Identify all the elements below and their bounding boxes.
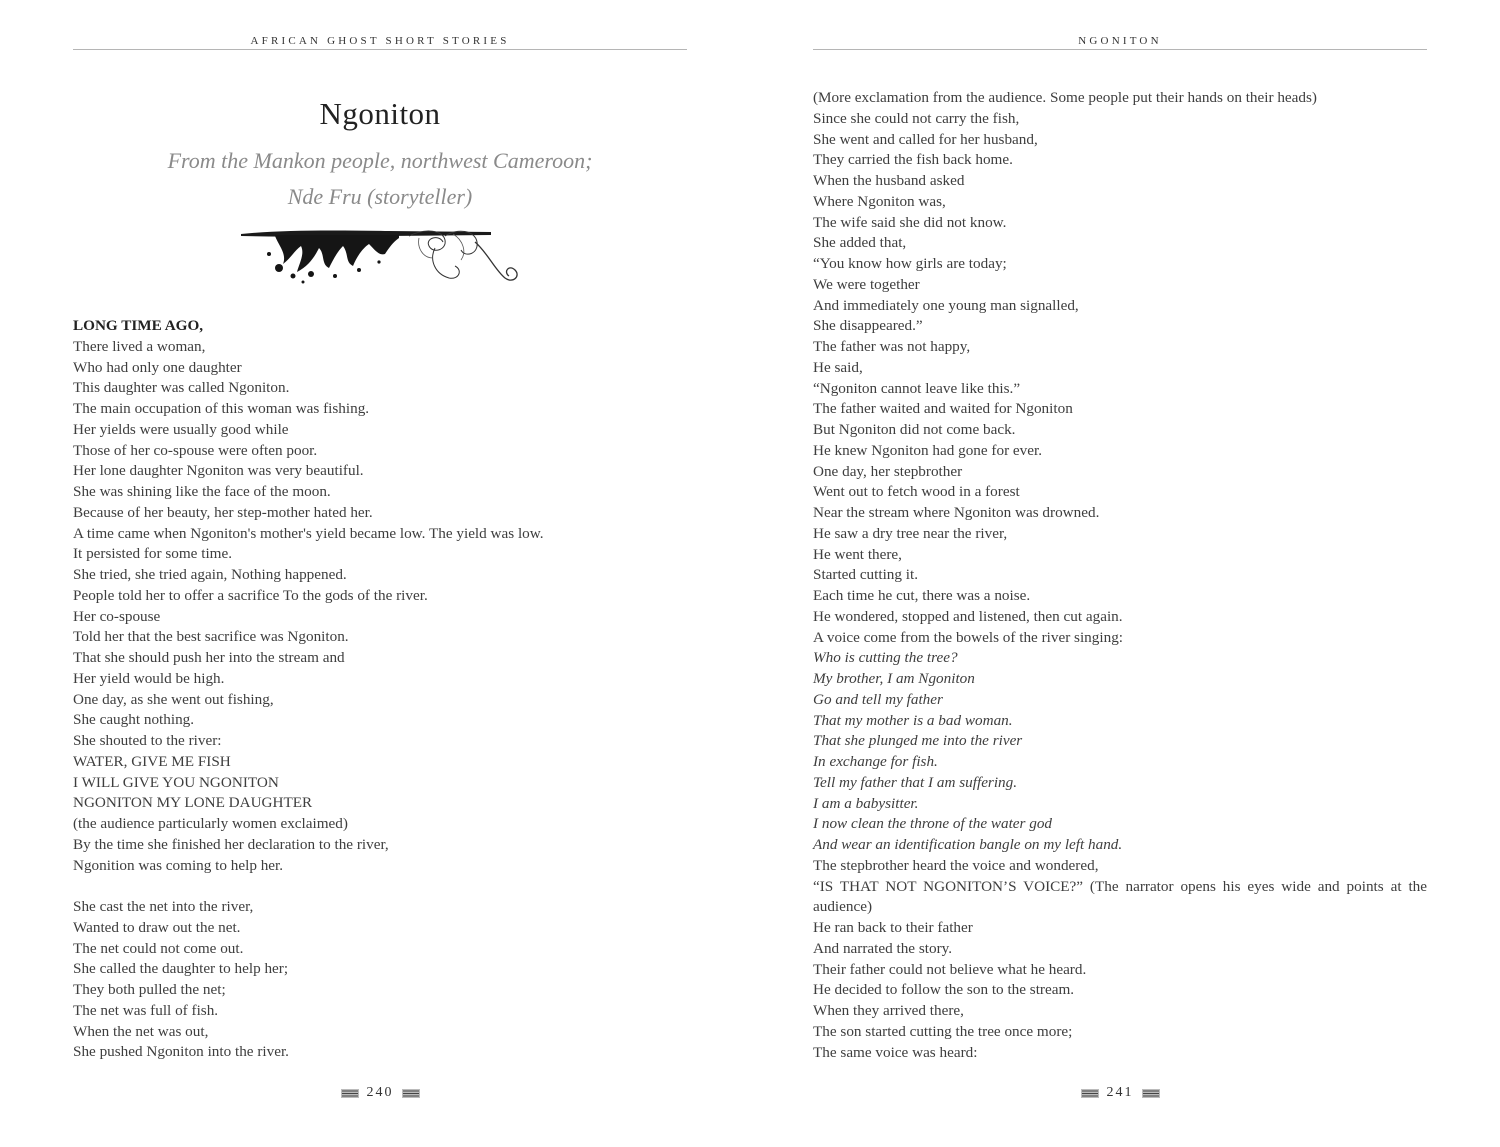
text-line: Who had only one daughter xyxy=(73,358,242,376)
text-line: The son started cutting the tree once more; xyxy=(813,1022,1073,1040)
text-line: Her yield would be high. xyxy=(73,669,225,687)
text-line: Her lone daughter Ngoniton was very beautiful. xyxy=(73,462,364,480)
text-line: She pushed Ngoniton into the river. xyxy=(73,1043,289,1061)
ink-splash-flourish-ornament-icon xyxy=(239,224,529,290)
page-footer xyxy=(73,1085,687,1101)
text-line: She tried, she tried again, Nothing happened. xyxy=(73,566,347,583)
text-line: She cast the net into the river, xyxy=(73,898,254,915)
text-line: (the audience particularly women exclaimed) xyxy=(73,815,348,832)
text-line: One day, as she went out fishing, xyxy=(73,690,274,708)
text-line: “You know how girls are today; xyxy=(813,255,1007,272)
page-footer xyxy=(813,1085,1427,1101)
song-line: My brother, I am Ngoniton xyxy=(813,670,975,687)
left-footer-ornament-icon xyxy=(341,1089,359,1098)
text-line: People told her to offer a sacrifice To the gods of the river. xyxy=(73,586,428,604)
story-subtitle-line-1: From the Mankon people, northwest Cameroon; xyxy=(167,148,593,173)
text-line: LONG TIME AGO, xyxy=(73,317,204,334)
running-head: AFRICAN GHOST SHORT STORIES xyxy=(250,35,510,47)
header-rule xyxy=(813,49,1427,50)
text-line: Ngonition was coming to help her. xyxy=(73,856,284,874)
text-line: The father was not happy, xyxy=(813,338,971,355)
text-line: The stepbrother heard the voice and wondered, xyxy=(813,856,1099,874)
text-line: A voice come from the bowels of the river singing: xyxy=(813,628,1124,646)
story-title: Ngoniton xyxy=(319,96,441,131)
right-footer-ornament-icon xyxy=(1142,1089,1160,1098)
text-line: We were together xyxy=(813,275,920,293)
text-line: This daughter was called Ngoniton. xyxy=(73,379,290,397)
text-line: By the time she finished her declaration to the river, xyxy=(73,835,389,853)
left-footer-ornament-icon xyxy=(1081,1089,1099,1098)
text-line: The wife said she did not know. xyxy=(813,213,1007,231)
text-line: She caught nothing. xyxy=(73,711,195,729)
text-line: She disappeared.” xyxy=(813,317,923,335)
text-line: When the net was out, xyxy=(73,1022,209,1040)
text-line: She went and called for her husband, xyxy=(813,130,1038,148)
text-line: WATER, GIVE ME FISH xyxy=(73,752,231,770)
text-line: When they arrived there, xyxy=(813,1002,964,1019)
text-line: But Ngoniton did not come back. xyxy=(813,421,1016,438)
page-number: 241 xyxy=(1106,1085,1134,1100)
text-line: They both pulled the net; xyxy=(73,981,226,998)
text-line: Wanted to draw out the net. xyxy=(73,918,241,936)
text-line: That she should push her into the stream and xyxy=(73,649,345,666)
song-line: Tell my father that I am suffering. xyxy=(813,773,1018,791)
song-line: Go and tell my father xyxy=(813,690,943,708)
text-line: (More exclamation from the audience. Some people put their hands on their heads) xyxy=(813,89,1317,106)
text-line: He saw a dry tree near the river, xyxy=(813,524,1008,542)
text-line: The main occupation of this woman was fishing. xyxy=(73,400,370,417)
song-line: That she plunged me into the river xyxy=(813,732,1023,750)
text-line: Because of her beauty, her step-mother hated her. xyxy=(73,503,373,521)
song-line: That my mother is a bad woman. xyxy=(813,711,1013,729)
text-line: NGONITON MY LONE DAUGHTER xyxy=(73,794,313,812)
story-text xyxy=(73,316,687,1063)
text-line: The net could not come out. xyxy=(73,939,244,957)
text-line: There lived a woman, xyxy=(73,337,206,355)
text-line: He knew Ngoniton had gone for ever. xyxy=(813,441,1043,459)
text-line: He said, xyxy=(813,358,863,376)
text-line: I WILL GIVE YOU NGONITON xyxy=(73,773,279,791)
text-line: And narrated the story. xyxy=(813,939,953,957)
text-line: Each time he cut, there was a noise. xyxy=(813,587,1031,604)
text-line: One day, her stepbrother xyxy=(813,462,963,480)
right-page xyxy=(813,0,1427,1147)
text-line: The same voice was heard: xyxy=(813,1043,978,1061)
text-line: The father waited and waited for Ngoniton xyxy=(813,400,1073,418)
stanza-break xyxy=(73,876,687,897)
text-line: Started cutting it. xyxy=(813,566,919,584)
text-line: She shouted to the river: xyxy=(73,732,222,749)
text-line: When the husband asked xyxy=(813,172,965,189)
text-line: He went there, xyxy=(813,545,902,563)
text-line: Their father could not believe what he heard. xyxy=(813,960,1087,978)
text-line: She was shining like the face of the moon. xyxy=(73,483,331,500)
running-head: NGONITON xyxy=(1078,35,1162,47)
song-line: And wear an identification bangle on my left hand. xyxy=(813,836,1123,853)
text-line: It persisted for some time. xyxy=(73,545,233,563)
text-line: She added that, xyxy=(813,234,907,252)
text-line: Went out to fetch wood in a forest xyxy=(813,483,1020,501)
story-subtitle-line-2: Nde Fru (storyteller) xyxy=(287,184,473,209)
left-page xyxy=(73,0,687,1147)
text-line: Her co-spouse xyxy=(73,607,161,625)
song-line: Who is cutting the tree? xyxy=(813,649,958,667)
story-text xyxy=(813,88,1427,1063)
right-footer-ornament-icon xyxy=(402,1089,420,1098)
text-line: The net was full of fish. xyxy=(73,1001,219,1019)
text-line: He decided to follow the son to the stream. xyxy=(813,981,1075,999)
text-line: A time came when Ngoniton's mother's yield became low. The yield was low. xyxy=(73,524,544,542)
text-line: They carried the fish back home. xyxy=(813,151,1013,169)
text-line: He wondered, stopped and listened, then cut again. xyxy=(813,607,1123,625)
header-rule xyxy=(73,49,687,50)
text-line: Told her that the best sacrifice was Ngoniton. xyxy=(73,628,349,646)
text-line: Where Ngoniton was, xyxy=(813,192,946,210)
text-line: Her yields were usually good while xyxy=(73,420,289,438)
text-line: Since she could not carry the fish, xyxy=(813,109,1020,127)
song-line: In exchange for fish. xyxy=(813,753,938,770)
song-line: I am a babysitter. xyxy=(813,794,919,812)
page-number: 240 xyxy=(366,1085,394,1100)
text-line: Those of her co-spouse were often poor. xyxy=(73,441,318,459)
text-line: “IS THAT NOT NGONITON’S VOICE?” (The narrator opens his eyes wide and points at the audience) xyxy=(813,877,1427,916)
text-line: She called the daughter to help her; xyxy=(73,960,289,978)
text-line: And immediately one young man signalled, xyxy=(813,296,1079,314)
text-line: Near the stream where Ngoniton was drowned. xyxy=(813,504,1100,521)
text-line: “Ngoniton cannot leave like this.” xyxy=(813,379,1021,397)
song-line: I now clean the throne of the water god xyxy=(813,815,1053,833)
text-line: He ran back to their father xyxy=(813,919,973,936)
